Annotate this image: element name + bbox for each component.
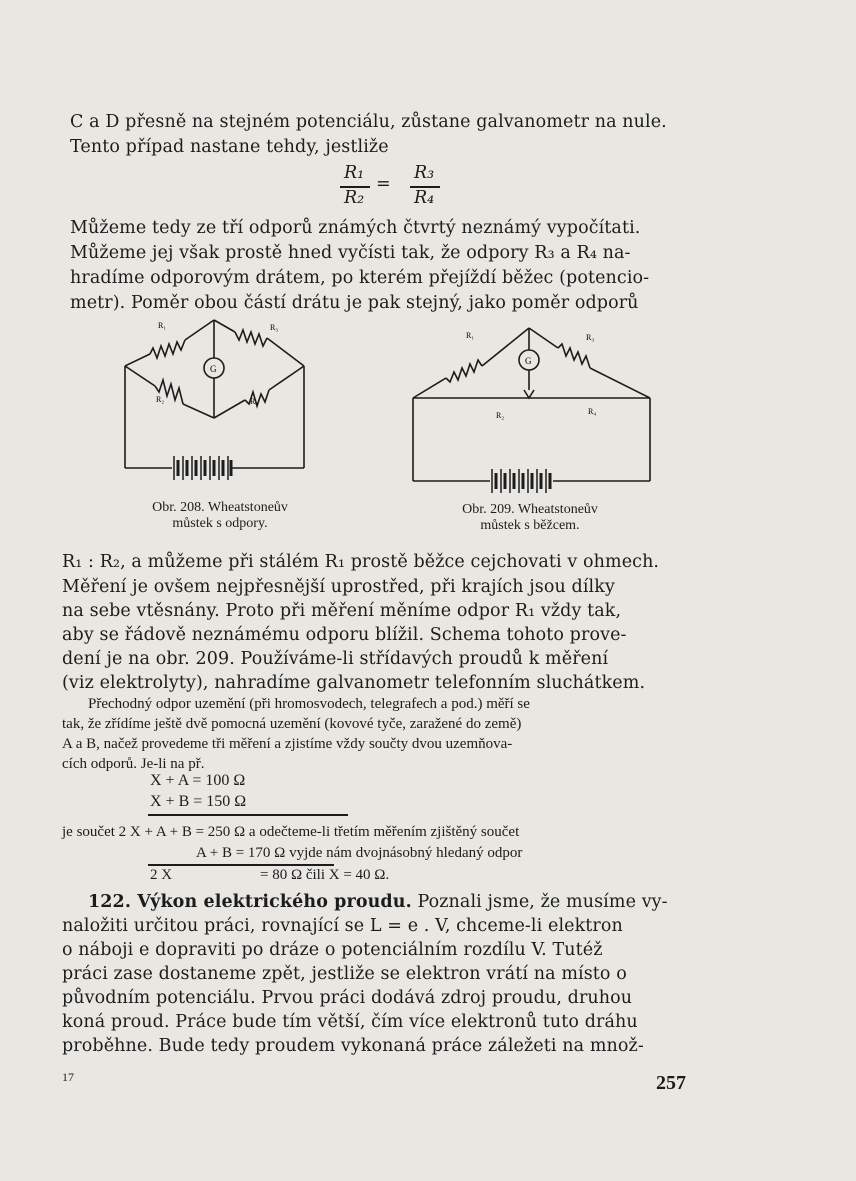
- sum-rule-2: [148, 864, 334, 866]
- section-line-4: práci zase dostaneme zpět, jestliže se elektron vrátí na místo o: [62, 964, 627, 984]
- figure-208-wheatstone-bridge: [110, 308, 430, 523]
- equation-2x-left: 2 X: [150, 867, 173, 883]
- fig208-caption-line2: můstek s odpory.: [172, 516, 268, 531]
- fig208-label-r3: R₃: [270, 323, 279, 332]
- sum-rule-1: [148, 814, 348, 816]
- frac-right-denominator: R₄: [414, 188, 435, 208]
- small-text-line-1: Přechodný odpor uzemění (při hromosvodech, telegrafech a pod.) měří se: [88, 696, 530, 712]
- text-line-5: hradíme odporovým drátem, po kterém přejíždí běžec (potencio-: [70, 268, 650, 288]
- text-line-6: metr). Poměr obou částí drátu je pak stejný, jako poměr odporů: [70, 293, 639, 313]
- fig208-label-r2: R₂: [156, 395, 165, 404]
- small-text-line-2: tak, že zřídíme ještě dvě pomocná uzemění (kovové tyče, zaražené do země): [62, 716, 522, 732]
- fig209-label-r3: R₃: [586, 333, 595, 342]
- fig209-galvanometer: G: [525, 356, 532, 366]
- figure-209-caption: [410, 502, 650, 534]
- frac-right-bar: [410, 186, 440, 188]
- equals-sign: =: [376, 174, 391, 194]
- section-line-6: koná proud. Práce bude tím větší, čím více elektronů tuto dráhu: [62, 1012, 638, 1032]
- text-line-11: dení je na obr. 209. Používáme-li střídavých proudů k měření: [62, 649, 609, 669]
- text-line-3: Můžeme tedy ze tří odporů známých čtvrtý neznámý vypočítati.: [70, 218, 641, 238]
- fig208-label-r1: R₁: [158, 321, 167, 330]
- figure-209-wheatstone-bridge-slider: [398, 316, 688, 526]
- equation-sum: je součet 2 X + A + B = 250 Ω a odečteme-li třetím měřením zjištěný součet: [62, 824, 520, 840]
- figure-208-caption: [100, 500, 340, 532]
- section-line-2: naložiti určitou práci, rovnající se L = e . V, chceme-li elektron: [62, 916, 623, 936]
- section-122-first-line-rest: Poznali jsme, že musíme vy-: [417, 892, 668, 912]
- fig209-caption-line2: můstek s běžcem.: [480, 518, 580, 533]
- text-line-10: aby se řádově neznámému odporu blížil. Schema tohoto prove-: [62, 625, 627, 645]
- frac-right-numerator: R₃: [414, 163, 435, 183]
- text-line-9: na sebe vtěsnány. Proto při měření měníme odpor R₁ vždy tak,: [62, 601, 622, 621]
- text-line-4: Můžeme jej však prostě hned vyčísti tak, že odpory R₃ a R₄ na-: [70, 243, 631, 263]
- text-line-8: Měření je ovšem nejpřesnější uprostřed, při krajích jsou dílky: [62, 577, 615, 597]
- section-line-3: o náboji e dopraviti po dráze o potenciálním rozdílu V. Tutéž: [62, 940, 603, 960]
- equation-2x-right: = 80 Ω čili X = 40 Ω.: [260, 867, 390, 883]
- fig208-caption-line1: Obr. 208. Wheatstoneův: [152, 500, 288, 515]
- fig209-label-r1: R₁: [466, 331, 475, 340]
- fig209-label-r4: R₄: [588, 407, 597, 416]
- small-text-line-4: cích odporů. Je-li na př.: [62, 756, 205, 772]
- section-line-5: původním potenciálu. Prvou práci dodává zdroj proudu, druhou: [62, 988, 633, 1008]
- frac-left-bar: [340, 186, 370, 188]
- frac-left-denominator: R₂: [344, 188, 365, 208]
- fig208-label-r4: R₄: [250, 397, 259, 406]
- section-122-first-line: [88, 892, 668, 912]
- signature-mark: 17: [62, 1070, 74, 1084]
- text-line-7: R₁ : R₂, a můžeme při stálém R₁ prostě běžce cejchovati v ohmech.: [62, 552, 660, 572]
- fig208-galvanometer: G: [210, 364, 217, 374]
- fig209-label-r2: R₂: [496, 411, 505, 420]
- fig209-caption-line1: Obr. 209. Wheatstoneův: [462, 502, 598, 517]
- equation-x-plus-a: X + A = 100 Ω: [150, 772, 246, 789]
- text-line-12: (viz elektrolyty), nahradíme galvanometr telefonním sluchátkem.: [62, 673, 646, 693]
- section-line-7: proběhne. Bude tedy proudem vykonaná práce záležeti na množ-: [62, 1036, 644, 1056]
- equation-x-plus-b: X + B = 150 Ω: [150, 793, 247, 810]
- text-line-2: Tento případ nastane tehdy, jestliže: [70, 137, 389, 157]
- section-122-title: 122. Výkon elektrického proudu.: [88, 892, 412, 912]
- page-number: 257: [656, 1072, 686, 1094]
- frac-left-numerator: R₁: [344, 163, 365, 183]
- text-line-1: C a D přesně na stejném potenciálu, zůstane galvanometr na nule.: [70, 112, 667, 132]
- small-text-line-3: A a B, načež provedeme tři měření a zjistíme vždy součty dvou uzemňova-: [62, 736, 513, 752]
- equation-a-plus-b: A + B = 170 Ω vyjde nám dvojnásobný hledaný odpor: [196, 845, 523, 861]
